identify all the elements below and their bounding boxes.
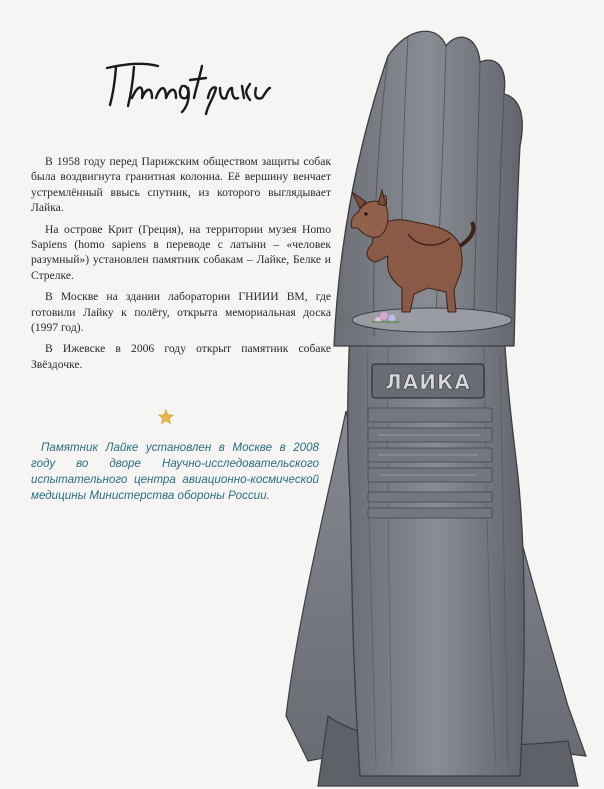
page-heading — [104, 58, 274, 116]
monument-hand — [334, 31, 522, 346]
highlight-note: Памятник Лайке установлен в Москве в 2008 году во дворе Научно-исследовательского испытательного центра авиационно-космической медицины Министерства обороны России. — [31, 441, 319, 502]
handwritten-heading — [104, 58, 274, 116]
monument-illustration — [268, 16, 604, 789]
plaque-title: ЛАЙКА — [385, 370, 471, 394]
star-icon — [158, 409, 174, 425]
paragraph-moscow: В Москве на здании лаборатории ГНИИИ ВМ, где готовили Лайку к полёту, открыта мемориальная доска (1997 год). — [31, 290, 331, 335]
paragraph-crete: На острове Крит (Греция), на территории музея Homo Sapiens (homo sapiens в переводе с латыни – «человек разумный») установлен памятник собакам – Лайке, Белке и Стрелке. — [31, 222, 331, 282]
paragraph-izhevsk: В Ижевске в 2006 году открыт памятник собаке Звёздочке. — [31, 342, 331, 371]
paragraph-paris: В 1958 году перед Парижским обществом защиты собак была воздвигнута гранитная колонна. Её вершину венчает устремлённый ввысь спутник, из которого выглядывает Лайка. — [31, 155, 331, 215]
